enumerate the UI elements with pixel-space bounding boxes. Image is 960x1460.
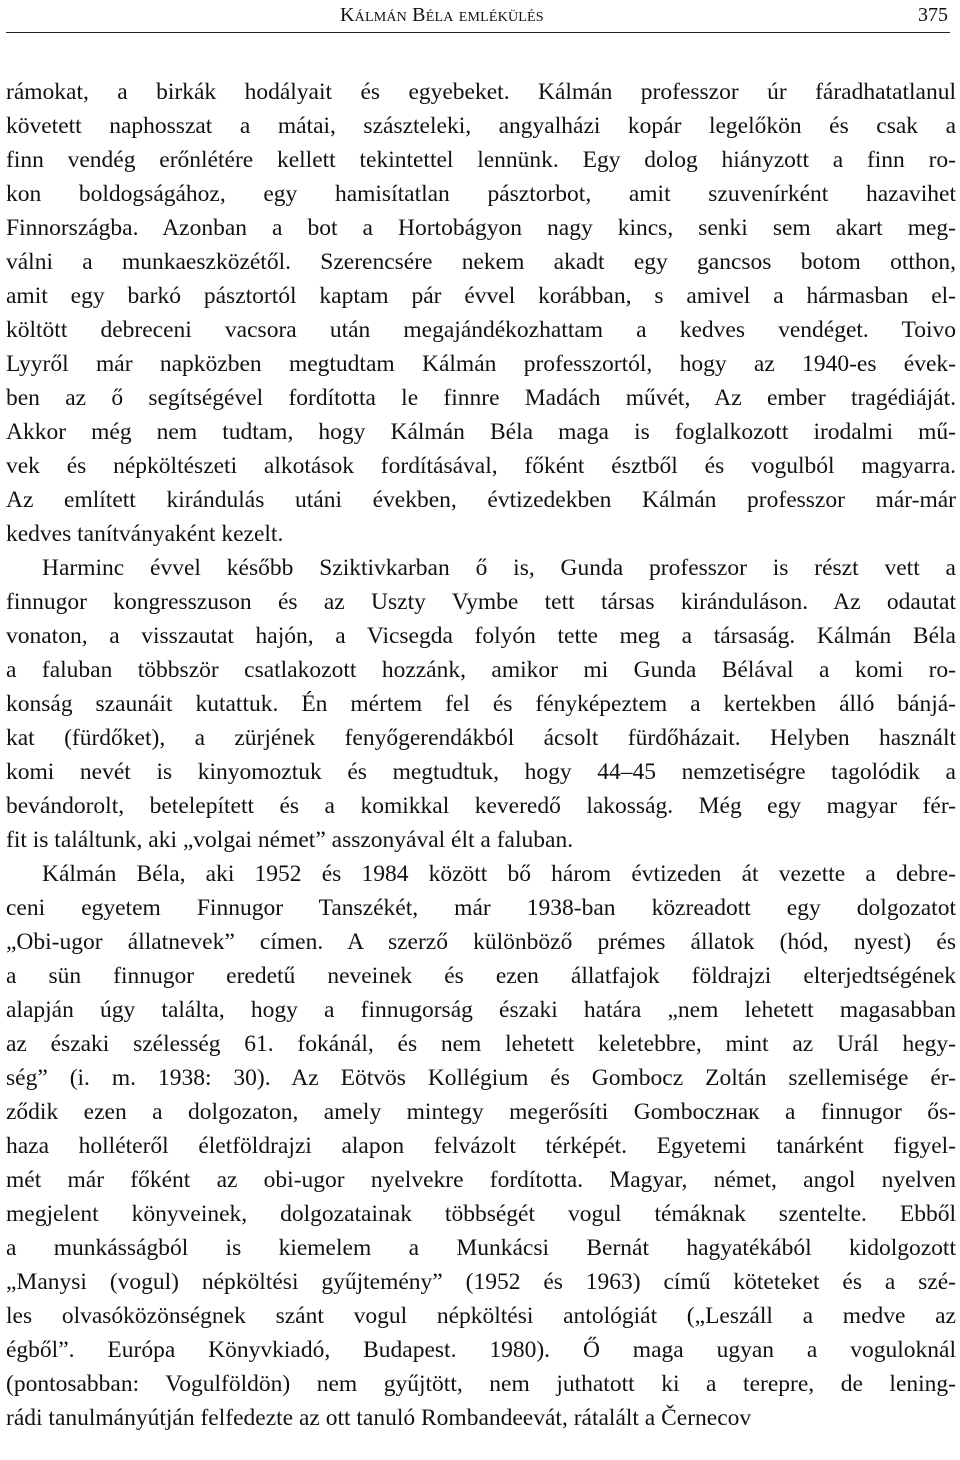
text-line: az északi szélesség 61. fokánál, és nem lehetett keletebbre, mint az Urál hegy- xyxy=(6,1031,956,1057)
text-line: vek és népköltészeti alkotások fordításával, főként észtből és vogulból magyarra. xyxy=(6,453,956,479)
text-line: ség” (i. m. 1938: 30). Az Eötvös Kollégium és Gombocz Zoltán szellemisége ér- xyxy=(6,1065,956,1091)
running-header xyxy=(6,0,950,33)
text-line: megjelent könyveinek, dolgozatainak többségét vogul témáknak szentelte. Ebből xyxy=(6,1201,956,1227)
text-line: haza holléteről életföldrajzi alapon felvázolt térképét. Egyetemi tanárként figyel- xyxy=(6,1133,956,1159)
text-line: ben az ő segítségével fordította le finnre Madách művét, Az ember tragédiáját. xyxy=(6,385,956,411)
text-line: a faluban többször csatlakozott hozzánk, amikor mi Gunda Bélával a komi ro- xyxy=(6,657,956,683)
text-line: komi nevét is kinyomoztuk és megtudtuk, hogy 44–45 nemzetiségre tagolódik a xyxy=(6,759,956,785)
text-line: rámokat, a birkák hodályait és egyebeket. Kálmán professzor úr fáradhatatlanul xyxy=(6,79,956,105)
text-line: (pontosabban: Vogulföldön) nem gyűjtött, nem juthatott ki a terepre, de lening- xyxy=(6,1371,956,1397)
text-line: válni a munkaeszközétől. Szerencsére nekem akadt egy gancsos botom otthon, xyxy=(6,249,956,275)
text-line: Lyyről már napközben megtudtam Kálmán professzortól, hogy az 1940-es évek- xyxy=(6,351,956,377)
text-line: égből”. Európa Könyvkiadó, Budapest. 1980). Ő maga ugyan a vogulоknál xyxy=(6,1337,956,1363)
text-line: követett naphosszat a mátai, szászteleki, angyalházi kopár legelőkön és csak a xyxy=(6,113,956,139)
text-line: fit is találtunk, aki „volgai német” asszonyával élt a faluban. xyxy=(6,827,574,853)
text-line: kat (fürdőket), a zürjének fenyőgerendákból ácsolt fürdőházait. Helyben használt xyxy=(6,725,956,751)
page-number: 375 xyxy=(918,4,948,26)
body-text xyxy=(6,75,956,1435)
text-line: kedves tanítványaként kezelt. xyxy=(6,521,284,547)
text-line: ződik ezen a dolgozaton, amely mintegy megerősíti Gomboczнак a finnugor ős- xyxy=(6,1099,956,1125)
text-line: „Obi-ugor állatnevek” címen. A szerző különböző prémes állatok (hód, nyest) és xyxy=(6,929,956,955)
text-line: ceni egyetem Finnugor Tanszékét, már 1938-ban közreadott egy dolgozatot xyxy=(6,895,956,921)
text-line: „Manysi (vogul) népköltési gyűjtemény” (1952 és 1963) című köteteket és a szé- xyxy=(6,1269,956,1295)
text-line: finnugor kongresszuson és az Uszty Vymbe tett társas kiránduláson. Az odautat xyxy=(6,589,956,615)
text-line: Az említett kirándulás utáni években, évtizedekben Kálmán professzor már-már xyxy=(6,487,956,513)
text-line: Finnországba. Azonban a bot a Hortobágyon nagy kincs, senki sem akart meg- xyxy=(6,215,956,241)
text-line: les olvasóközönségnek szánt vogul népköltési antológiát („Leszáll a medve az xyxy=(6,1303,956,1329)
text-line: alapján úgy találta, hogy a finnugorság északi határa „nem lehetett magasabban xyxy=(6,997,956,1023)
text-line: amit egy barkó pásztortól kaptam pár évvel korábban, s amivel a hármasban el- xyxy=(6,283,956,309)
paragraph xyxy=(6,857,956,1435)
text-line: mét már főként az obi-ugor nyelvekre fordította. Magyar, német, angol nyelven xyxy=(6,1167,956,1193)
running-title: Kálmán Béla emlékülés xyxy=(340,4,544,26)
text-line: konság szaunáit kutattuk. Én mértem fel és fényképeztem a kertekben álló bánjá- xyxy=(6,691,956,717)
text-line: finn vendég erőnlétére kellett tekintettel lennünk. Egy dolog hiányzott a finn ro- xyxy=(6,147,956,173)
text-line: a sün finnugor eredetű neveinek és ezen állatfajok földrajzi elterjedtségének xyxy=(6,963,956,989)
text-line: költött debreceni vacsora után megajándékozhattam a kedves vendéget. Toivo xyxy=(6,317,956,343)
text-line: kon boldogságához, egy hamisítatlan pásztorbot, amit szuvenírként hazavihet xyxy=(6,181,956,207)
text-line: rádi tanulmányútján felfedezte az ott tanuló Rombandeevát, rátalált a Černecov xyxy=(6,1405,752,1431)
text-line: vonaton, a visszautat hajón, a Vicsegda folyón tette meg a társaság. Kálmán Béla xyxy=(6,623,956,649)
text-line: bevándorolt, betelepített és a komikkal keveredő lakosság. Még egy magyar fér- xyxy=(6,793,956,819)
text-line: a munkásságból is kiemelem a Munkácsi Bernát hagyatékából kidolgozott xyxy=(6,1235,956,1261)
text-line: Akkor még nem tudtam, hogy Kálmán Béla maga is foglalkozott irodalmi mű- xyxy=(6,419,956,445)
text-line: Kálmán Béla, aki 1952 és 1984 között bő három évtizeden át vezette a debre- xyxy=(42,861,956,887)
paragraph xyxy=(6,551,956,857)
text-line: Harminc évvel később Sziktivkarban ő is, Gunda professzor is részt vett a xyxy=(42,555,956,581)
paragraph xyxy=(6,75,956,551)
